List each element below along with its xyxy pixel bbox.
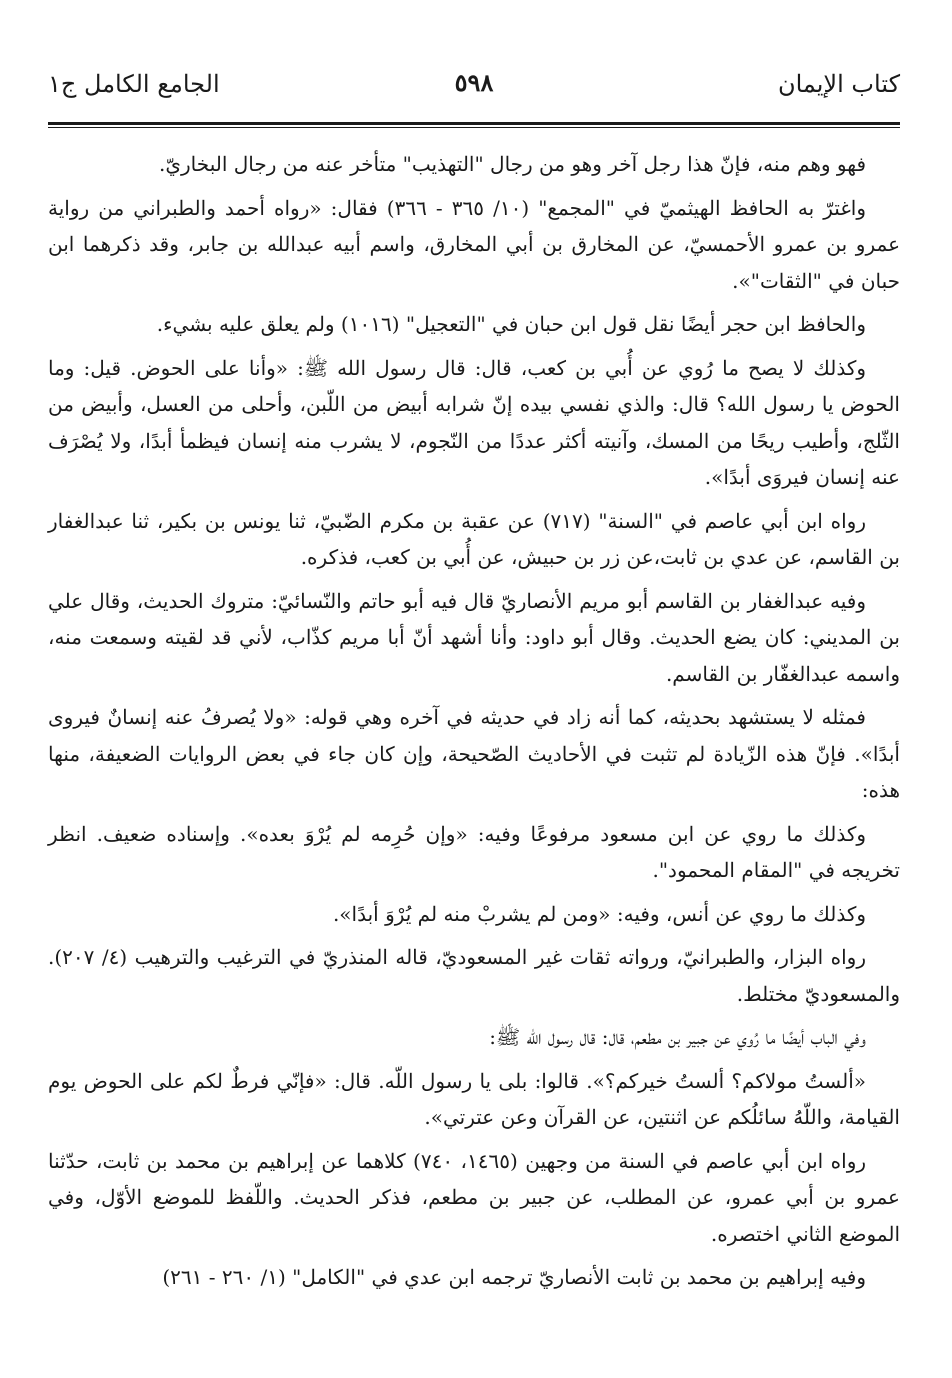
paragraph: وفيه إبراهيم بن محمد بن ثابت الأنصاريّ ترجمه ابن عدي في "الكامل" (١/ ٢٦٠ - ٢٦١) [162, 1265, 866, 1289]
page-header [48, 58, 900, 102]
paragraph: والحافظ ابن حجر أيضًا نقل قول ابن حبان في "التعجيل" (١٠١٦) ولم يعلق عليه بشيء. [156, 312, 866, 336]
paragraph: رواه ابن أبي عاصم في "السنة" (٧١٧) عن عقبة بن مكرم الضّبيّ، ثنا يونس بن بكير، ثنا عبدالغفار بن القاسم، عن عدي بن ثابت،عن زر بن حبيش، عن أُبي بن كعب، فذكره. [48, 508, 900, 569]
page-number: ٥٩٨ [454, 68, 494, 97]
paragraph: «ألستُ مولاكم؟ ألستُ خيركم؟». قالوا: بلى يا رسول اللّه. قال: «فإنّي فرطٌ لكم على الحوض يوم القيامة، واللّهُ سائلُكم عن اثنتين، عن القرآن وعن عترتي». [48, 1068, 900, 1129]
book-page [48, 58, 900, 1303]
paragraph: فمثله لا يستشهد بحديثه، كما أنه زاد في حديثه في آخره وهي قوله: «ولا يُصرفُ عنه إنسانٌ فيروى أبدًا». فإنّ هذه الزّيادة لم تثبت في الأحاديث الصّحيحة، وإن كان جاء في بعض الروايات الضعيفة، منها هذه: [48, 705, 900, 802]
paragraph: واغترّ به الحافظ الهيثميّ في "المجمع" (١٠/ ٣٦٥ - ٣٦٦) فقال: «رواه أحمد والطبراني من رواية عمرو بن عمرو الأحمسيّ، عن المخارق بن أبي المخارق، واسم أبيه عبدالله بن جابر، وقد ذكرهما ابن حبان في "الثقات"». [48, 195, 900, 293]
paragraph: وفيه عبدالغفار بن القاسم أبو مريم الأنصاريّ قال فيه أبو حاتم والنّسائيّ: متروك الحديث، وقال علي بن المديني: كان يضع الحديث. وقال أبو داود: وأنا أشهد أنّ أبا مريم كذّاب، لأني قد لقيته وسمعت منه، واسمه عبدالغفّار بن القاسم. [48, 588, 900, 686]
page-body [48, 146, 900, 1296]
paragraph: وكذلك لا يصح ما رُوي عن أُبي بن كعب، قال: قال رسول الله ﷺ: «وأنا على الحوض. قيل: وما الحوض يا رسول الله؟ قال: والذي نفسي بيده إنّ شرابه أبيض من اللّبن، وأحلى من العسل، وأبيض من الثّلج، وأطيب ريحًا من المسك، وآنيته أكثر عددًا من النّجوم، لا يشرب منه إنسان فيظمأ أبدًا، ولا يُصْرَف عنه إنسان فيروَى أبدًا». [48, 355, 900, 489]
paragraph: رواه ابن أبي عاصم في السنة من وجهين (١٤٦٥، ٧٤٠) كلاهما عن إبراهيم بن محمد بن ثابت، حدّثنا عمرو بن أبي عمرو، عن المطلب، عن جبير بن مطعم، فذكر الحديث. واللّفظ للموضع الأوّل، وفي الموضع الثاني اختصره. [48, 1148, 900, 1246]
header-rule-thin [48, 127, 900, 128]
paragraph: وكذلك ما روي عن ابن مسعود مرفوعًا وفيه: «وإن حُرِمه لم يُرْوَ بعده». وإسناده ضعيف. انظر تخريجه في "المقام المحمود". [48, 821, 900, 882]
paragraph: فهو وهم منه، فإنّ هذا رجل آخر وهو من رجال "التهذيب" متأخر عنه من رجال البخاريّ. [159, 152, 866, 176]
paragraph: وفي الباب أيضًا ما رُوي عن جبير بن مطعم، قال: قال رسول الله ﷺ: [489, 1025, 866, 1049]
book-title: كتاب الإيمان [777, 70, 900, 98]
header-rule-thick [48, 122, 900, 125]
paragraph: وكذلك ما روي عن أنس، وفيه: «ومن لم يشربْ منه لم يُرْوَ أبدًا». [332, 901, 866, 926]
paragraph: رواه البزار، والطبرانيّ، ورواته ثقات غير المسعوديّ، قاله المنذريّ في الترغيب والترهيب (٤/ ٢٠٧). والمسعوديّ مختلط. [48, 945, 900, 1006]
collection-title: الجامع الكامل ج١ [48, 70, 220, 98]
